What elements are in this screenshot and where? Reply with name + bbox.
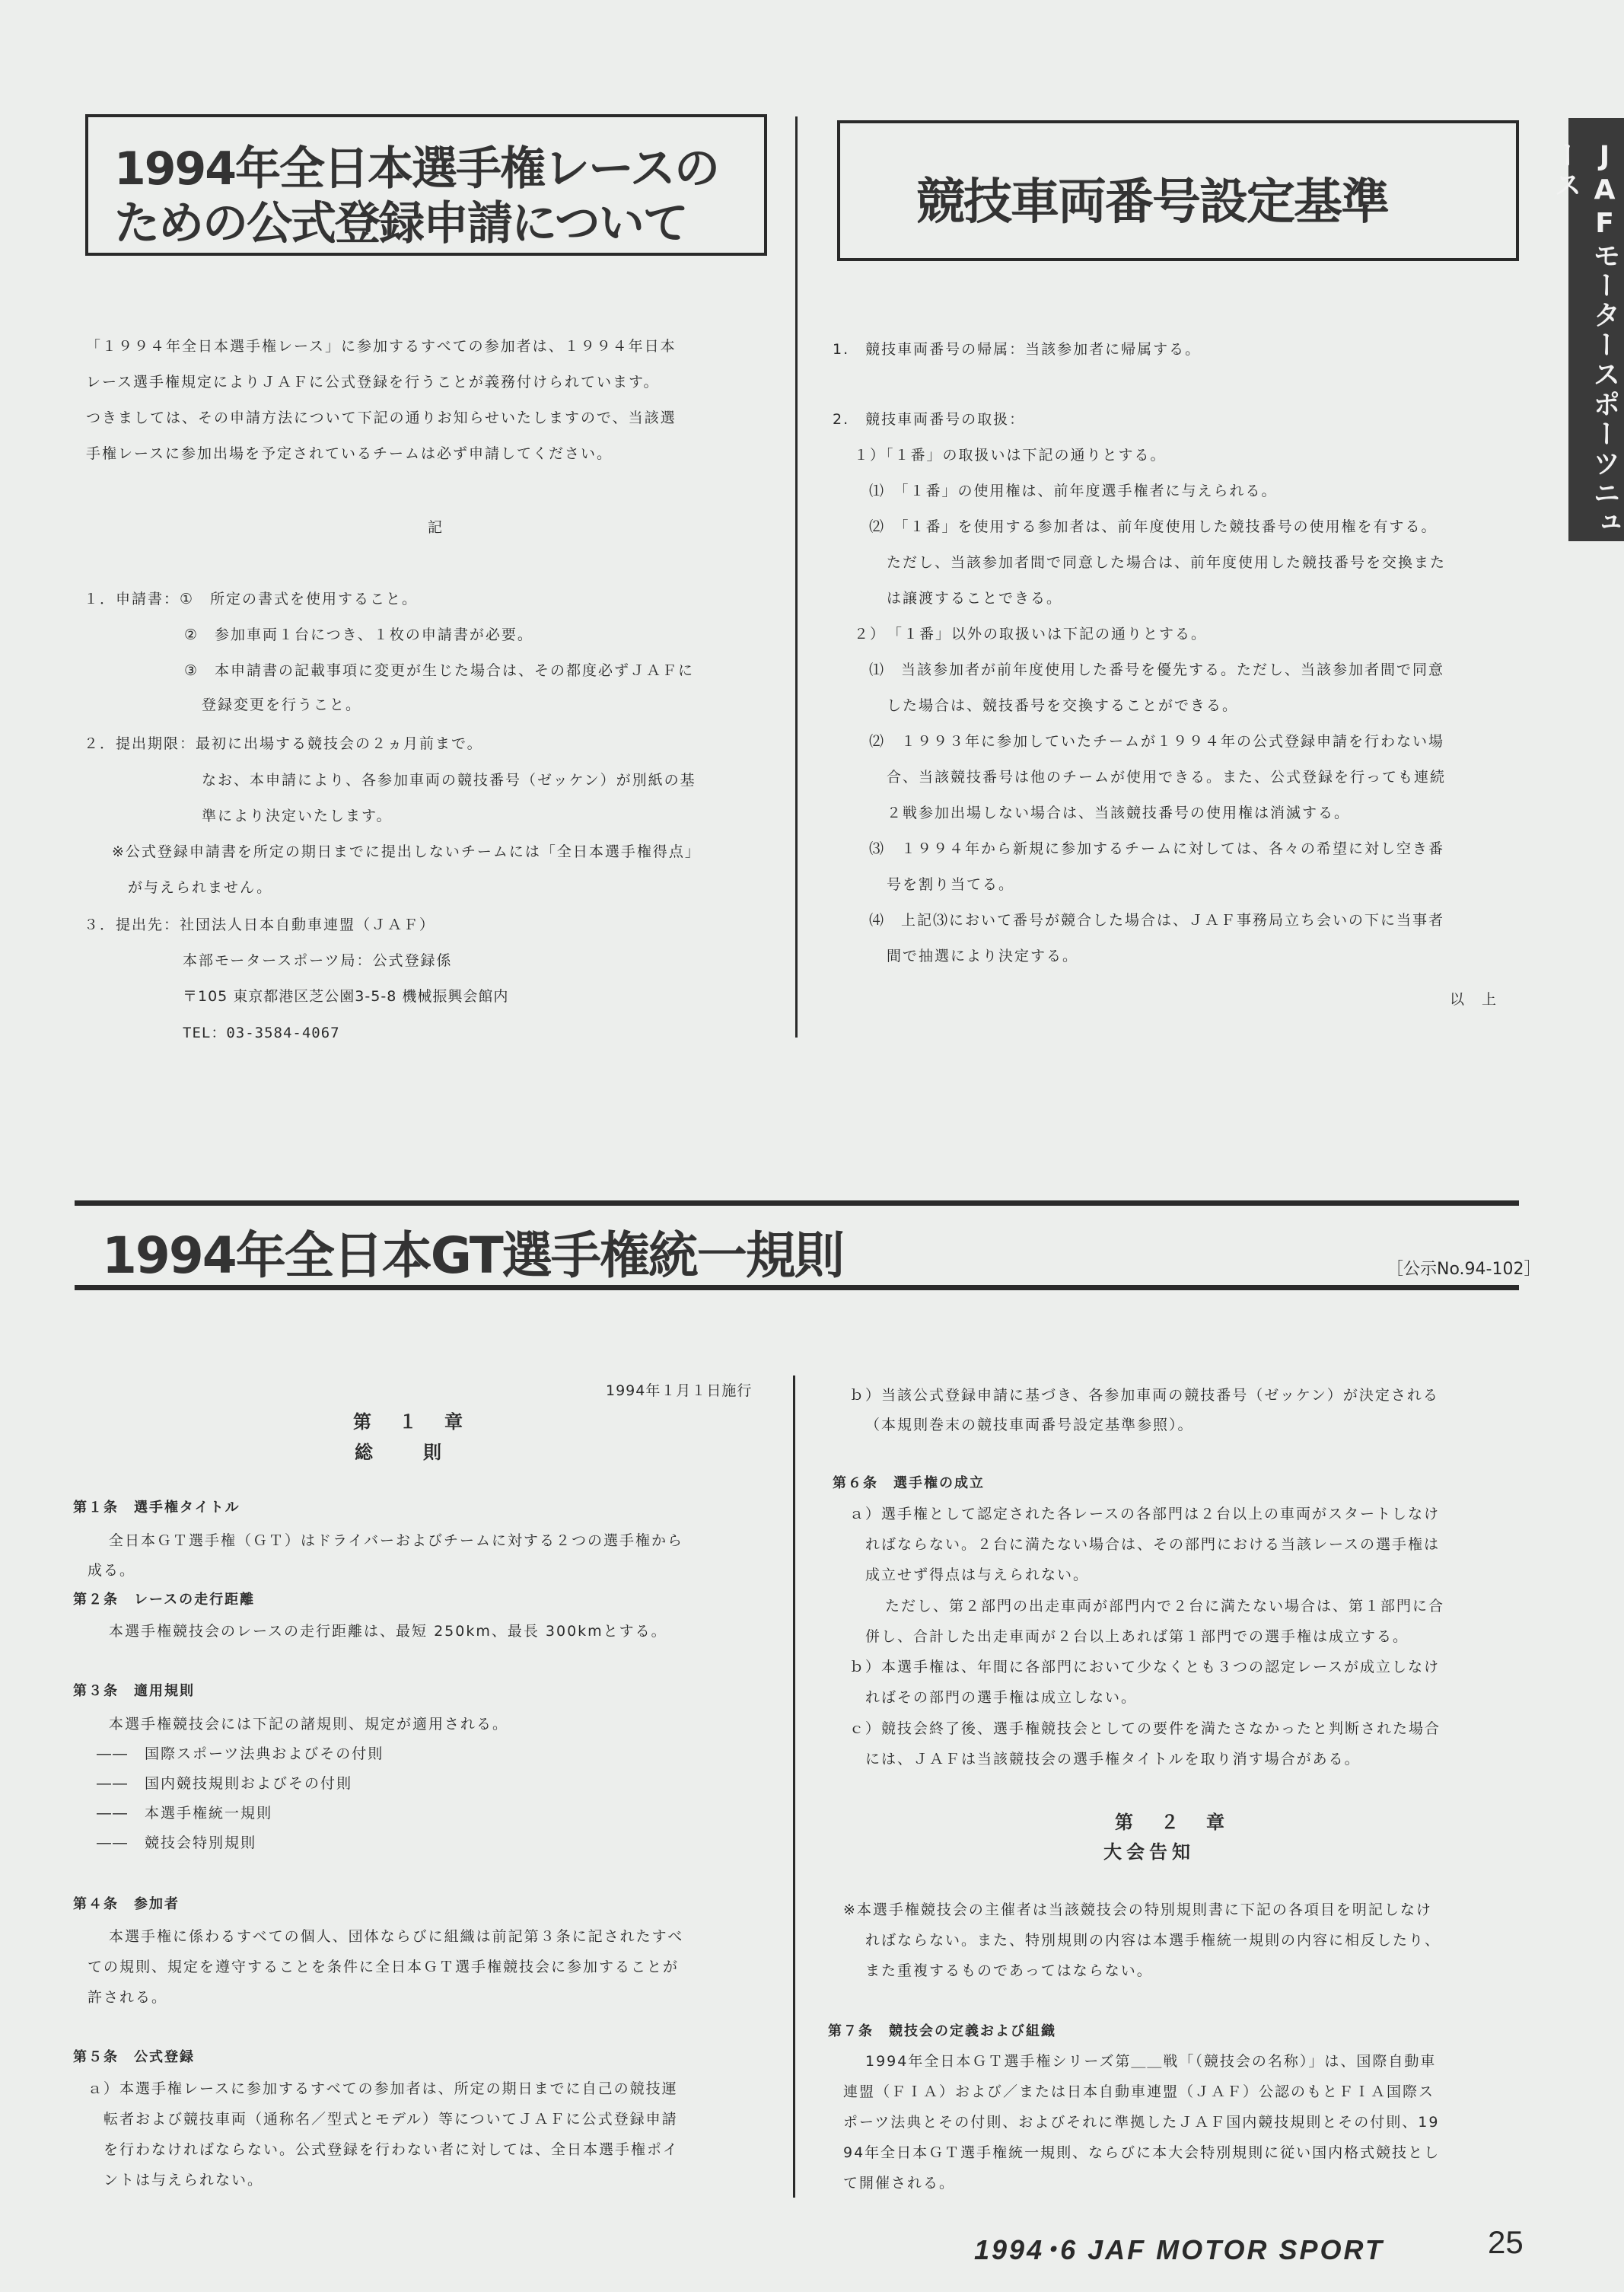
sec1-intro-line: 「１９９４年全日本選手権レース」に参加するすべての参加者は、１９９４年日本 [86, 338, 677, 355]
article-text: 転者および競技車両（通称名／型式とモデル）等についてＪＡＦに公式登録申請 [103, 2111, 678, 2128]
article-text: ―― 国際スポーツ法典およびその付則 [97, 1745, 384, 1762]
article-text: ｂ）本選手権は、年間に各部門において少なくとも３つの認定レースが成立しなけ [849, 1659, 1441, 1675]
sec2-line: 合、当該競技番号は他のチームが使用できる。また、公式登録を行っても連続 [887, 769, 1447, 786]
article-text: 94年全日本ＧＴ選手権統一規則、ならびに本大会特別規則に従い国内格式競技とし [843, 2144, 1441, 2161]
article-text: また重複するものであってはならない。 [865, 1962, 1153, 1979]
article-text: 成る。 [88, 1562, 136, 1579]
article-text: （本規則巻末の競技車両番号設定基準参照）。 [865, 1417, 1194, 1433]
article-heading: 第２条 レースの走行距離 [73, 1592, 256, 1608]
article-text: には、ＪＡＦは当該競技会の選手権タイトルを取り消す場合がある。 [865, 1751, 1361, 1768]
article-heading: 第５条 公式登録 [73, 2049, 195, 2065]
sec1-item: ※公式登録申請書を所定の期日までに提出しないチームには「全日本選手権得点」 [112, 843, 701, 860]
magazine-footer: 1994･6 JAF MOTOR SPORT [974, 2234, 1384, 2265]
sec1-ki: 記 [428, 519, 444, 536]
article-text: ただし、第２部門の出走車両が部門内で２台に満たない場合は、第１部門に合 [885, 1598, 1445, 1615]
article-text: ―― 本選手権統一規則 [97, 1805, 273, 1822]
article-text: ｂ）当該公式登録申請に基づき、各参加車両の競技番号（ゼッケン）が決定される [849, 1387, 1439, 1404]
sec2-line: ⑵ １９９３年に参加していたチームが１９９４年の公式登録申請を行わない場 [869, 733, 1445, 750]
sec1-item: ２．提出期限：最初に出場する競技会の２ヵ月前まで。 [84, 735, 483, 752]
article-text: 成立せず得点は与えられない。 [865, 1567, 1090, 1583]
sec2-line: ２） 「１番」以外の取扱いは下記の通りとする。 [854, 626, 1208, 642]
page-number: 25 [1488, 2224, 1524, 2260]
article-text: ての規則、規定を遵守することを条件に全日本ＧＴ選手権競技会に参加することが [88, 1959, 680, 1975]
sec1-title-box [85, 114, 767, 256]
sec1-title-line1: 1994年全日本選手権レースの [114, 142, 718, 196]
sec2-title-box [837, 120, 1519, 261]
sec1-item: TEL：03-3584-4067 [183, 1025, 340, 1041]
column-divider-upper [795, 116, 798, 1038]
sec3-date: 1994年１月１日施行 [606, 1382, 753, 1399]
article-text: 本選手権競技会には下記の諸規則、規定が適用される。 [109, 1716, 509, 1733]
sec1-intro-line: つきましては、その申請方法について下記の通りお知らせいたしますので、当該選 [86, 410, 677, 426]
article-text: ればその部門の選手権は成立しない。 [865, 1689, 1138, 1706]
sec1-title-line2: ための公式登録申請について [114, 197, 687, 250]
article-text: を行わなければならない。公式登録を行わない者に対しては、全日本選手権ポイ [103, 2141, 680, 2158]
article-text: ａ）本選手権レースに参加するすべての参加者は、所定の期日までに自己の競技運 [88, 2080, 678, 2097]
sec2-line: は譲渡することできる。 [887, 590, 1063, 607]
sec2-line: した場合は、競技番号を交換することができる。 [887, 697, 1239, 714]
sec2-line: ⑴ 「１番」の使用権は、前年度選手権者に与えられる。 [869, 483, 1278, 499]
column-divider-lower [793, 1376, 795, 2198]
article-text: て開催される。 [843, 2175, 956, 2192]
sec2-line: ⑴ 当該参加者が前年度使用した番号を優先する。ただし、当該参加者間で同意 [869, 661, 1445, 678]
article-text: 1994年全日本ＧＴ選手権シリーズ第＿＿戦「（競技会の名称）」は、国際自動車 [865, 2053, 1437, 2070]
article-text: 本選手権競技会のレースの走行距離は、最短 250km、最長 300kmとする。 [109, 1623, 667, 1640]
section-tab: JAFモータースポーツニュース [1568, 118, 1624, 541]
chapter2-number: 第 ２ 章 [1115, 1812, 1229, 1833]
sec2-line: １）「１番」の取扱いは下記の通りとする。 [854, 447, 1167, 464]
sec1-item: ３．提出先：社団法人日本自動車連盟（ＪＡＦ） [84, 916, 436, 933]
article-text: ポーツ法典とその付則、およびそれに準拠したＪＡＦ国内競技規則とその付則、19 [843, 2114, 1440, 2131]
sec2-line: 間で抽選により決定する。 [887, 948, 1079, 964]
sec2-line: ⑷ 上記⑶において番号が競合した場合は、ＪＡＦ事務局立ち会いの下に当事者 [869, 912, 1445, 929]
sec1-item: 登録変更を行うこと。 [202, 697, 362, 713]
sec1-item: が与えられません。 [128, 879, 273, 896]
sec3-ch1-name: 総 則 [355, 1442, 446, 1463]
article-text: ―― 競技会特別規則 [97, 1835, 257, 1851]
article-text: 連盟（ＦＩＡ）および／または日本自動車連盟（ＪＡＦ）公認のもとＦＩＡ国際ス [843, 2083, 1435, 2100]
article-text: ればならない。また、特別規則の内容は本選手権統一規則の内容に相反したり、 [865, 1932, 1441, 1949]
sec1-intro-line: 手権レースに参加出場を予定されているチームは必ず申請してください。 [86, 445, 613, 462]
sec3-notice: ［公示No.94-102］ [1387, 1260, 1541, 1279]
article-text: 本選手権に係わるすべての個人、団体ならびに組織は前記第３条に記されたすべ [109, 1928, 684, 1945]
article-text: 併し、合計した出走車両が２台以上あれば第１部門での選手権は成立する。 [865, 1628, 1409, 1645]
chapter2-name: 大会告知 [1103, 1841, 1195, 1863]
sec1-item: 〒105 東京都港区芝公園3-5-8 機械振興会館内 [183, 988, 509, 1005]
article-heading: 第１条 選手権タイトル [73, 1500, 240, 1516]
sec1-item: 準により決定いたします。 [202, 808, 393, 824]
sec2-line: ⑵ 「１番」を使用する参加者は、前年度使用した競技番号の使用権を有する。 [869, 518, 1438, 535]
sec3-ch1-no: 第 １ 章 [353, 1411, 467, 1433]
sec1-item: 本部モータースポーツ局：公式登録係 [183, 952, 453, 969]
sec3-rule-bottom [75, 1285, 1519, 1290]
sec2-line: ただし、当該参加者間で同意した場合は、前年度使用した競技番号を交換また [887, 554, 1447, 571]
article-text: 許される。 [88, 1989, 168, 2006]
article-text: ｃ）競技会終了後、選手権競技会としての要件を満たさなかったと判断された場合 [849, 1720, 1441, 1737]
article-text: ればならない。２台に満たない場合は、その部門における当該レースの選手権は [865, 1536, 1441, 1553]
article-heading: 第７条 競技会の定義および組織 [828, 2023, 1056, 2039]
sec1-item: ③ 本申請書の記載事項に変更が生じた場合は、その都度必ずＪＡＦに [184, 662, 695, 679]
sec3-rule-top [75, 1200, 1519, 1206]
sec1-item: なお、本申請により、各参加車両の競技番号（ゼッケン）が別紙の基 [202, 772, 696, 789]
sec2-ijou: 以 上 [1450, 991, 1498, 1008]
article-heading: 第６条 選手権の成立 [833, 1475, 985, 1491]
sec3-title: 1994年全日本GT選手権統一規則 [102, 1226, 843, 1285]
sec2-line: 1. 競技車両番号の帰属：当該参加者に帰属する。 [833, 341, 1202, 358]
article-heading: 第３条 適用規則 [73, 1683, 195, 1699]
article-text: ａ）選手権として認定された各レースの各部門は２台以上の車両がスタートしなけ [849, 1506, 1441, 1522]
article-text: ※本選手権競技会の主催者は当該競技会の特別規則書に下記の各項目を明記しなけ [843, 1901, 1432, 1918]
sec1-intro-line: レース選手権規定によりＪＡＦに公式登録を行うことが義務付けられています。 [86, 374, 660, 391]
article-text: ―― 国内競技規則およびその付則 [97, 1775, 353, 1792]
sec2-line: 号を割り当てる。 [887, 876, 1015, 893]
sec2-line: 2. 競技車両番号の取扱： [833, 411, 1026, 428]
article-heading: 第４条 参加者 [73, 1896, 180, 1912]
article-text: ントは与えられない。 [103, 2172, 264, 2188]
sec1-item: １．申請書：① 所定の書式を使用すること。 [84, 591, 419, 607]
sec1-item: ② 参加車両１台につき、１枚の申請書が必要。 [184, 626, 533, 643]
article-text: 全日本ＧＴ選手権（ＧＴ）はドライバーおよびチームに対する２つの選手権から [109, 1532, 684, 1549]
sec2-line: ２戦参加出場しない場合は、当該競技番号の使用権は消滅する。 [887, 805, 1351, 821]
sec2-line: ⑶ １９９４年から新規に参加するチームに対しては、各々の希望に対し空き番 [869, 840, 1445, 857]
sec2-title: 競技車両番号設定基準 [916, 174, 1388, 231]
